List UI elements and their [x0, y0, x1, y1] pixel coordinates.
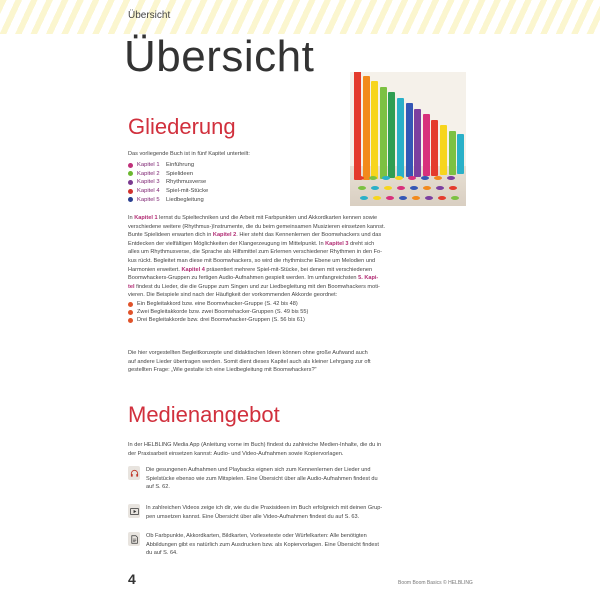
text-line: [128, 214, 472, 223]
list-item: [128, 300, 472, 308]
text-segment: vieren. Die Beispiele sind nach der Häufigkeit der vorkommenden Akkorde geordnet:: [128, 292, 338, 299]
chapter-reference: tel: [128, 283, 135, 290]
bullet-dot-icon: [128, 318, 133, 323]
text-segment: Entdecken der vielfältigen Möglichkeiten der Klangerzeugung im Mittelpunkt. In: [128, 240, 326, 247]
color-dot-card: [434, 176, 442, 180]
color-dot-card: [369, 176, 377, 180]
color-dot-card: [397, 186, 405, 190]
document-icon: [128, 532, 140, 546]
media-item-text: [146, 532, 379, 558]
section-heading-medienangebot: Medienangebot: [128, 402, 280, 427]
chapter-name: Rhythmusverse: [166, 179, 207, 186]
text-segment: Harmonien erweitert.: [128, 266, 182, 273]
boomwhacker-tube: [414, 109, 421, 177]
text-line: [128, 231, 472, 240]
color-dot-card: [384, 186, 392, 190]
text-line: [128, 266, 472, 275]
page-number: 4: [128, 571, 136, 587]
text-line: auf andere Lieder übertragen werden. Somit dient dieses Kapitel auch als kleiner Lehrgang zur oft: [128, 358, 371, 365]
chapter-label: Kapitel 2: [137, 170, 160, 177]
text-segment: findest du Lieder, die die Gruppe zum Singen und zur Liedbegleitung mit den Boomwhackers moti-: [134, 283, 380, 290]
color-dot-card: [410, 186, 418, 190]
color-dot-card: [356, 176, 364, 180]
chapter-name: Einführung: [166, 162, 195, 169]
media-item-text: [146, 504, 382, 521]
section-heading-gliederung: Gliederung: [128, 114, 236, 139]
text-line: der Praxisarbeit einsetzen kannst: Audio- und Video-Aufnahmen sowie Kopiervorlagen.: [128, 450, 344, 457]
boomwhackers-photo: [350, 72, 466, 206]
chapter-name: Spiel-mit-Stücke: [166, 188, 209, 195]
color-dot-card: [358, 186, 366, 190]
boomwhacker-tube: [423, 114, 430, 176]
bullet-text: Zwei Begleitakkorde bzw. zwei Boomwhacker-Gruppen (S. 49 bis 55): [137, 309, 309, 316]
chapter-item: [128, 178, 328, 187]
text-line: Die hier vorgestellten Begleitkonzepte und didaktischen Ideen können ohne große Aufwand auch: [128, 350, 368, 356]
color-dot-card: [425, 196, 433, 200]
text-line: In zahlreichen Videos zeige ich dir, wie du die Praxisideen im Buch erfolgreich mit deinen Grup-: [146, 505, 383, 511]
color-dot-card: [386, 196, 394, 200]
chapter-label: Kapitel 4: [137, 188, 160, 195]
chord-bullet-list: [128, 300, 472, 325]
text-line: [128, 283, 472, 292]
list-item: [128, 316, 472, 324]
text-line: [128, 257, 472, 266]
chapter-color-dot-icon: [128, 163, 133, 168]
headphones-icon: [128, 466, 140, 480]
text-segment: alles um Rhythmusverse, die Sprache als Hilfsmittel zum Erlernen verschiedener Rhythmen in den Fo-: [128, 249, 382, 256]
text-segment: dreht sich: [348, 240, 375, 247]
color-dot-card: [360, 196, 368, 200]
chapter-color-dot-icon: [128, 197, 133, 202]
chapter-name: Liedbegleitung: [166, 196, 204, 203]
color-dot-card: [408, 176, 416, 180]
boomwhacker-tube: [363, 76, 370, 180]
text-line: du auf S. 64.: [146, 550, 178, 557]
boomwhacker-tube: [406, 103, 413, 177]
color-dot-card: [438, 196, 446, 200]
decorative-top-band: [0, 0, 600, 34]
bullet-text: Drei Begleitakkorde bzw. drei Boomwhacker-Gruppen (S. 56 bis 61): [137, 317, 305, 324]
gliederung-body-2: [128, 349, 472, 375]
boomwhacker-tube: [431, 120, 438, 176]
text-segment: . Hier steht das Kennenlernen der Boomwhackers und das: [236, 232, 382, 239]
color-dot-card: [371, 186, 379, 190]
media-item: [128, 532, 472, 558]
text-line: auf S. 62.: [146, 484, 170, 491]
color-dot-card: [399, 196, 407, 200]
video-icon: [128, 504, 140, 518]
chapter-item: [128, 195, 328, 204]
boomwhacker-tube: [388, 92, 395, 178]
text-segment: In: [128, 215, 135, 221]
chapter-color-dot-icon: [128, 171, 133, 176]
page-title: Übersicht: [124, 32, 315, 81]
boomwhacker-tube: [397, 98, 404, 178]
chapter-reference: Kapitel 3: [325, 240, 349, 247]
text-line: [128, 240, 472, 249]
color-dot-card: [451, 196, 459, 200]
text-segment: Boomwhackers-Gruppen zu fertigen Audio-Aufnahmen gespielt werden. Im umfangreichsten: [128, 275, 359, 282]
chapter-reference: Kapitel 2: [212, 232, 237, 239]
running-head: Übersicht: [128, 10, 171, 21]
chapter-list: [128, 161, 328, 204]
text-line: [128, 291, 472, 300]
text-line: Spielstücke ebenso wie zum Mitspielen. Eine Übersicht über alle Audio-Aufnahmen findest du: [146, 475, 378, 482]
text-segment: lernst du Spieltechniken und die Arbeit mit Farbpunkten und Akkordkarten kennen sowie: [157, 215, 378, 221]
gliederung-intro: Das vorliegende Buch ist in fünf Kapitel unterteilt:: [128, 151, 250, 157]
color-dot-card: [412, 196, 420, 200]
color-dot-card: [447, 176, 455, 180]
text-line: [128, 223, 472, 232]
chapter-label: Kapitel 1: [137, 162, 160, 169]
medien-intro: [128, 441, 472, 458]
text-line: Die gesungenen Aufnahmen und Playbacks eignen sich zum Kennenlernen der Lieder und: [146, 467, 371, 473]
chapter-color-dot-icon: [128, 180, 133, 185]
text-line: Ob Farbpunkte, Akkordkarten, Bildkarten, Vorlesetexte oder Würfelkarten: Alle benötigten: [146, 533, 367, 539]
media-item: [128, 466, 472, 492]
chapter-item: [128, 161, 328, 170]
color-dot-card: [423, 186, 431, 190]
media-item: [128, 504, 472, 521]
color-dot-card: [395, 176, 403, 180]
chapter-item: [128, 187, 328, 196]
bullet-dot-icon: [128, 302, 133, 307]
text-segment: Bunte Spielideen erwarten dich in: [128, 232, 213, 239]
boomwhacker-tube: [380, 87, 387, 179]
bullet-text: Ein Begleitakkord bzw. eine Boomwhacker-Gruppe (S. 42 bis 48): [137, 301, 298, 307]
boomwhacker-tube: [354, 72, 361, 180]
media-item-text: [146, 466, 378, 492]
chapter-name: Spielideen: [166, 170, 194, 177]
text-line: [128, 248, 472, 257]
gliederung-body-1: [128, 214, 472, 300]
text-line: gestellten Frage: „Wie gestalte ich eine Liedbegleitung mit Boomwhackers?": [128, 367, 317, 374]
text-segment: präsentiert mehrere Spiel-mit-Stücke, bei denen mit verschiedenen: [204, 266, 373, 273]
chapter-label: Kapitel 5: [137, 196, 160, 203]
list-item: [128, 308, 472, 316]
text-line: pen umsetzen kannst. Eine Übersicht über alle Video-Aufnahmen findest du auf S. 63.: [146, 513, 360, 520]
chapter-label: Kapitel 3: [137, 179, 160, 186]
chapter-reference: 5. Kapi-: [358, 275, 379, 282]
color-dot-card: [373, 196, 381, 200]
text-segment: kus rückt. Begleitet man diese mit Boomwhackers, so wird die rhythmische Ebene um Melodien und: [128, 257, 376, 264]
chapter-item: [128, 170, 328, 179]
color-dot-card: [382, 176, 390, 180]
color-dot-card: [436, 186, 444, 190]
text-line: Abbildungen gibt es natürlich zum Ausdrucken bzw. als Kopiervorlagen. Eine Übersicht findest: [146, 541, 379, 548]
chapter-reference: Kapitel 4: [181, 266, 205, 273]
color-dot-card: [449, 186, 457, 190]
boomwhacker-tube: [371, 81, 378, 179]
chapter-reference: Kapitel 1: [134, 215, 158, 221]
chapter-color-dot-icon: [128, 189, 133, 194]
text-segment: verschiedene weitere (Rhythmus-)Instrumente, die du beim gemeinsamen Musizieren einsetzen kannst.: [128, 223, 386, 230]
bullet-dot-icon: [128, 310, 133, 315]
text-line: [128, 274, 472, 283]
footer-note: Boom Boom Basics © HELBLING: [398, 580, 473, 586]
text-line: In der HELBLING Media App (Anleitung vorne im Buch) findest du zahlreiche Medien-Inhalte, die du in: [128, 442, 382, 448]
color-dot-card: [421, 176, 429, 180]
